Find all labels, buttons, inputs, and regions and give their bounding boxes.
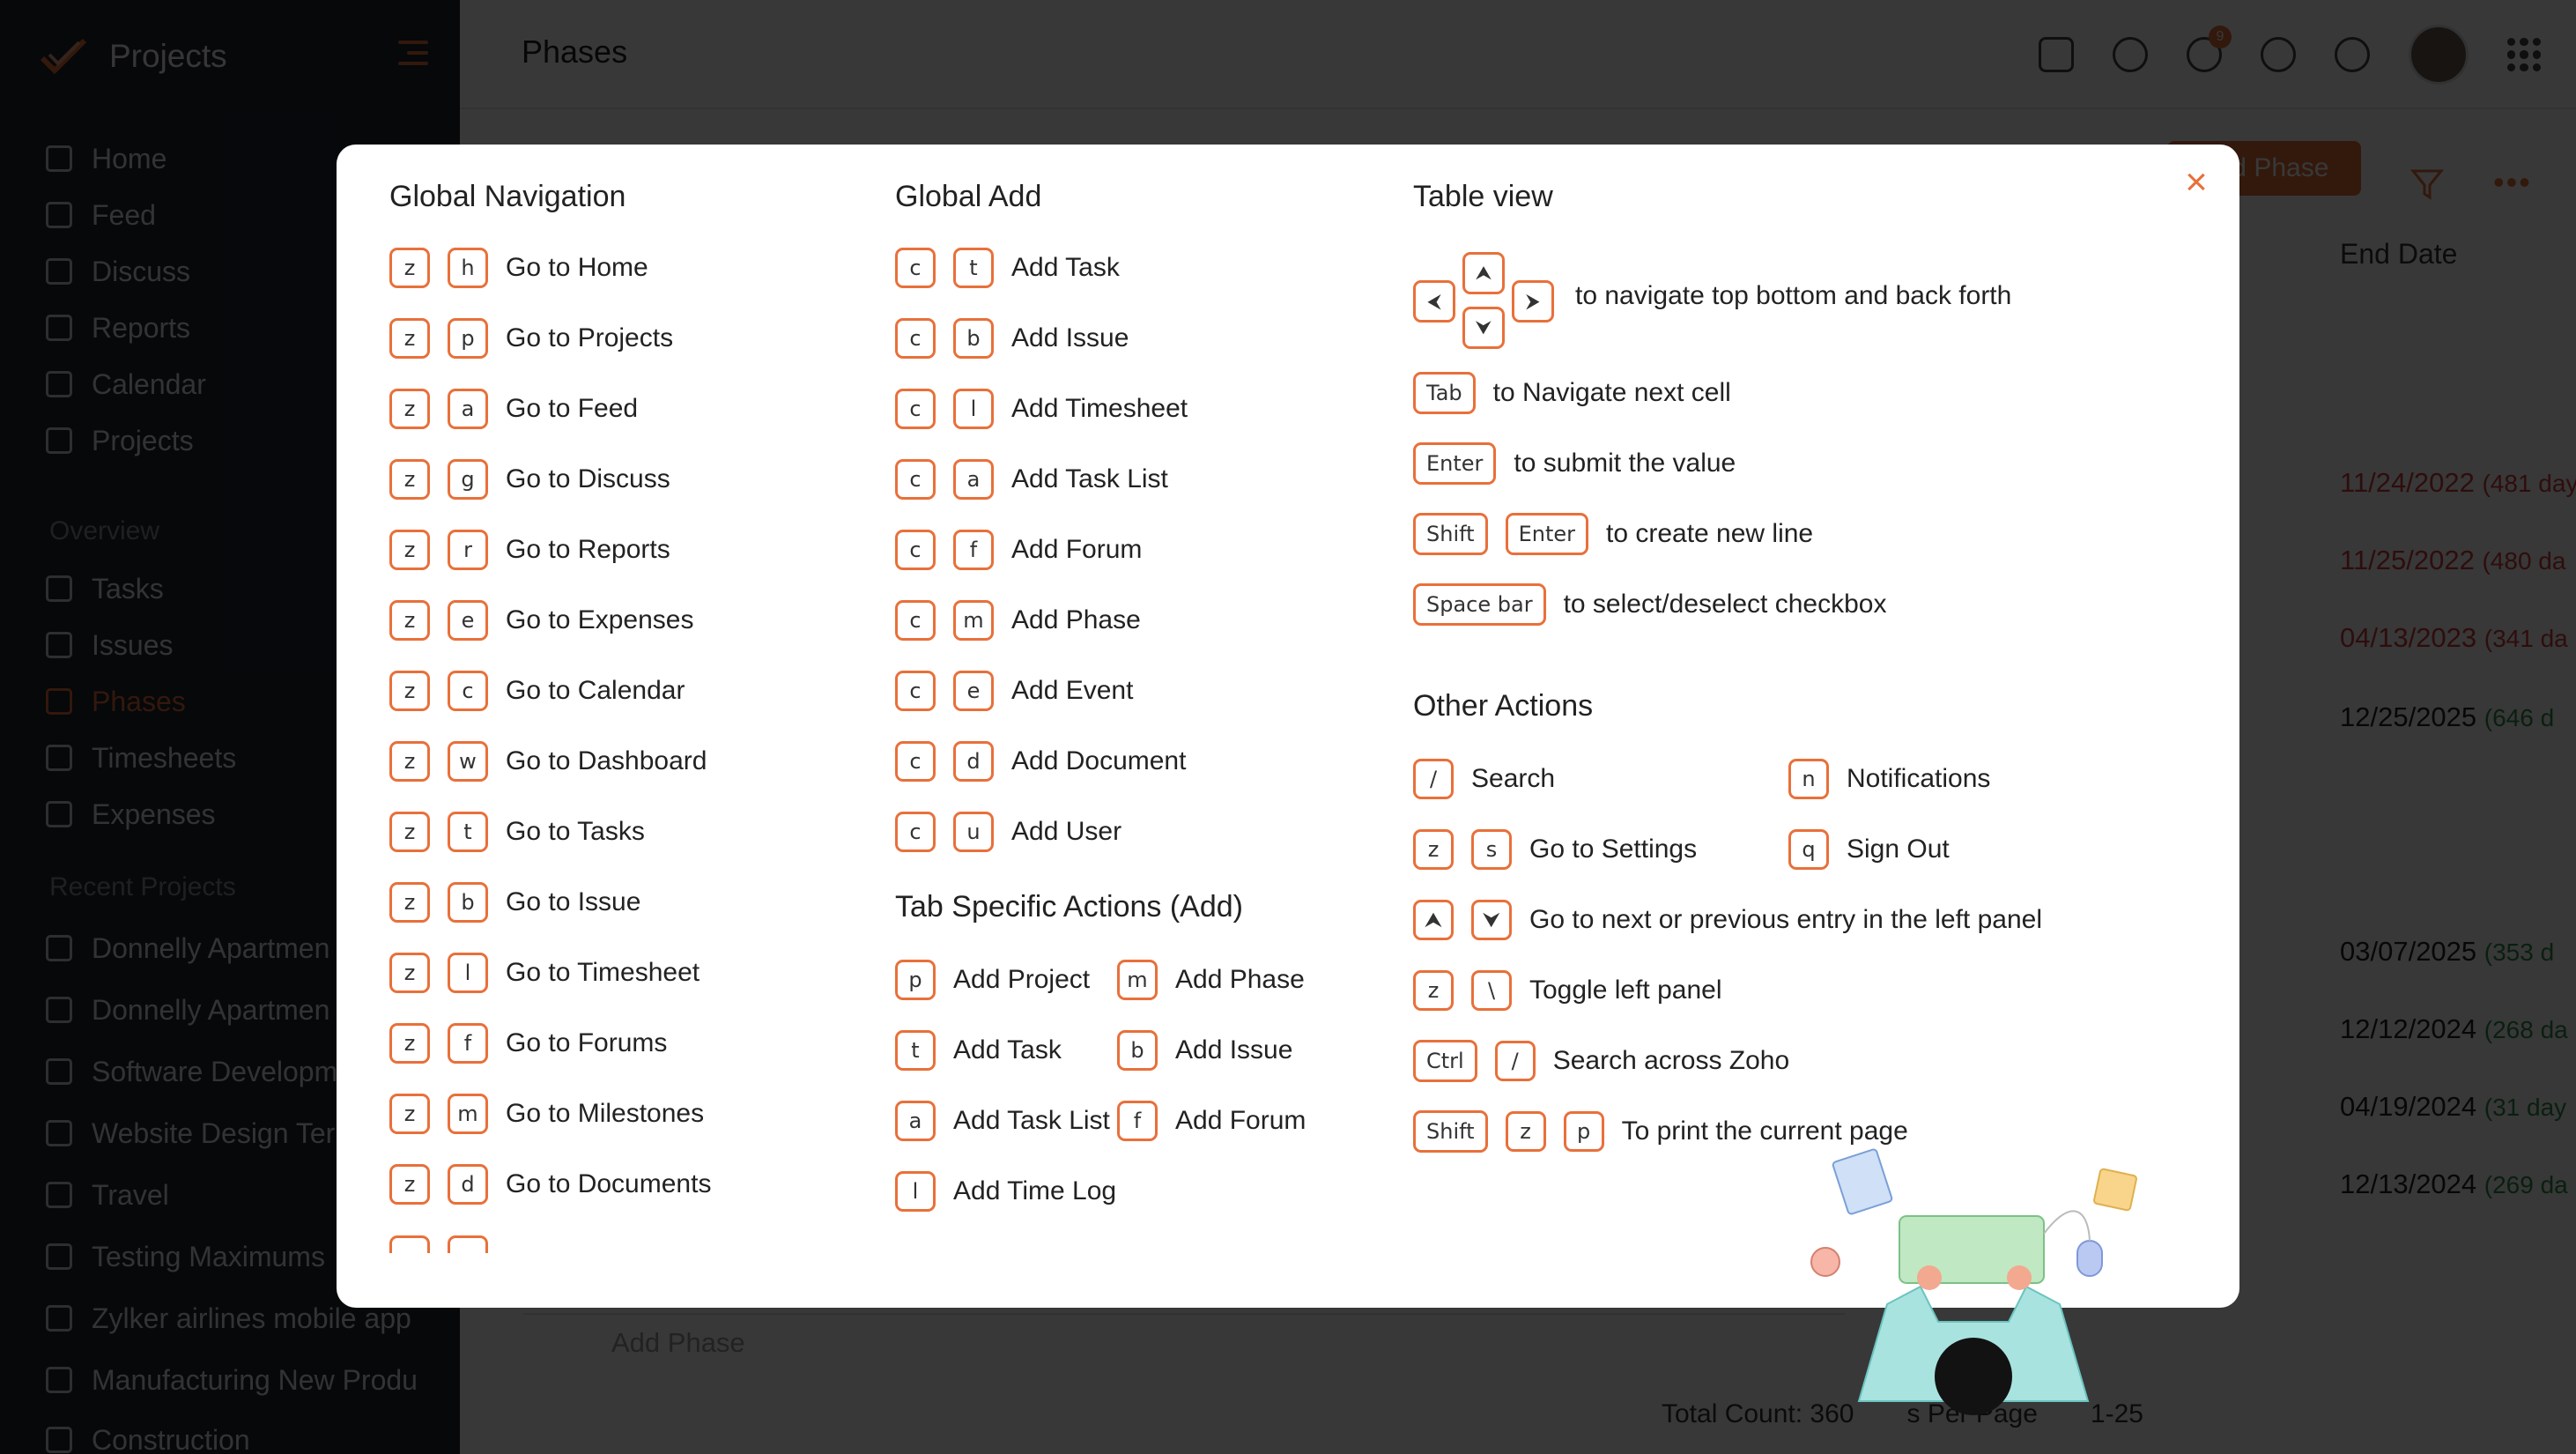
- shortcut-key: z: [389, 530, 430, 570]
- shortcut-key: z: [389, 600, 430, 641]
- shortcut-row: [1413, 1038, 1789, 1084]
- shortcut-key: m: [448, 1094, 488, 1134]
- shortcut-key: e: [953, 671, 994, 711]
- shortcut-key: ⮝: [1413, 900, 1454, 940]
- shortcut-description: Search: [1471, 764, 1556, 793]
- shortcut-row: [895, 1168, 1116, 1214]
- shortcut-row: [1413, 827, 1697, 872]
- shortcut-description: Notifications: [1847, 764, 1991, 793]
- shortcut-key: [448, 1235, 488, 1253]
- shortcut-key: p: [895, 960, 936, 1000]
- shortcut-key: \: [1471, 970, 1512, 1011]
- shortcut-key: t: [895, 1030, 936, 1071]
- shortcut-description: Add User: [1011, 817, 1122, 846]
- shortcut-key: t: [448, 812, 488, 852]
- global-navigation-heading: Global Navigation: [389, 180, 626, 213]
- shortcut-description: Go to Documents: [506, 1169, 712, 1198]
- shortcut-row: [1413, 511, 1813, 557]
- shortcut-row: [895, 1098, 1110, 1144]
- shortcut-description: Toggle left panel: [1529, 976, 1722, 1005]
- shortcut-key: u: [953, 812, 994, 852]
- shortcut-key: z: [389, 1094, 430, 1134]
- shortcut-key: c: [895, 600, 936, 641]
- shortcut-description: Add Document: [1011, 746, 1187, 775]
- shortcut-row: [895, 668, 1133, 714]
- shortcut-description: Add Timesheet: [1011, 394, 1188, 423]
- shortcut-key: c: [895, 812, 936, 852]
- shortcut-key: z: [389, 671, 430, 711]
- shortcut-description: Add Task: [953, 1035, 1062, 1065]
- shortcut-description: Add Time Log: [953, 1176, 1117, 1205]
- shortcut-key: z: [389, 459, 430, 500]
- shortcut-key: z: [389, 812, 430, 852]
- shortcut-row: [389, 1020, 667, 1066]
- shortcut-row: [389, 738, 707, 784]
- shortcut-key: z: [1413, 829, 1454, 870]
- shortcut-key: c: [895, 671, 936, 711]
- shortcut-row: [895, 527, 1142, 573]
- shortcut-description: Add Project: [953, 965, 1091, 994]
- shortcut-description: Sign Out: [1847, 835, 1950, 864]
- shortcut-key: d: [953, 741, 994, 782]
- shortcut-description: Add Task: [1011, 253, 1120, 282]
- shortcut-description: Go to Settings: [1529, 835, 1698, 864]
- shortcut-description: Add Task List: [1011, 464, 1168, 493]
- shortcut-key: l: [953, 389, 994, 429]
- table-view-heading: Table view: [1413, 180, 1553, 213]
- shortcut-row: [895, 738, 1186, 784]
- shortcut-key: z: [1413, 970, 1454, 1011]
- shortcut-row: [895, 315, 1129, 361]
- shortcut-row: [1788, 756, 1990, 802]
- clipped-shortcut-row: [389, 1235, 506, 1253]
- shortcut-description: Go to Issue: [506, 887, 641, 916]
- shortcut-row: [389, 597, 693, 643]
- shortcut-row: [389, 245, 648, 291]
- shortcut-row: [895, 597, 1141, 643]
- shortcut-key: b: [953, 318, 994, 359]
- other-actions-heading: Other Actions: [1413, 689, 1594, 723]
- shortcut-row: [1413, 756, 1555, 802]
- shortcut-key: a: [953, 459, 994, 500]
- shortcut-key: z: [389, 741, 430, 782]
- shortcut-key: e: [448, 600, 488, 641]
- shortcut-row: [895, 456, 1168, 502]
- shortcut-description: to create new line: [1605, 519, 1814, 548]
- shortcut-row: [1413, 897, 2042, 943]
- shortcut-row: [1413, 441, 1736, 486]
- mouse-icon: [2077, 1241, 2102, 1276]
- shortcut-row: [895, 386, 1188, 432]
- shortcut-row: [895, 957, 1090, 1003]
- shortcut-row: [1117, 1027, 1292, 1073]
- shortcut-key: f: [953, 530, 994, 570]
- shortcut-description: Go to Home: [506, 253, 648, 282]
- shortcut-description: Add Phase: [1011, 605, 1141, 634]
- shortcut-key: [389, 1235, 430, 1253]
- tab-specific-heading: Tab Specific Actions (Add): [895, 890, 1243, 924]
- shortcut-key: a: [448, 389, 488, 429]
- shortcut-row: [389, 879, 640, 925]
- shortcut-description: Add Issue: [1175, 1035, 1293, 1065]
- shortcut-row: [389, 1091, 704, 1137]
- shortcut-description: Add Forum: [1175, 1106, 1307, 1135]
- shortcut-description: to select/deselect checkbox: [1563, 590, 1887, 619]
- shortcut-row: [389, 668, 685, 714]
- shortcut-key: z: [389, 953, 430, 993]
- keyboard-shortcuts-modal: [337, 145, 2239, 1308]
- shortcut-key: p: [448, 318, 488, 359]
- shortcut-row: [895, 1027, 1062, 1073]
- shortcut-description: Go to Reports: [506, 535, 670, 564]
- shortcut-description: To print the current page: [1621, 1116, 1908, 1146]
- shortcut-row: [1788, 827, 1950, 872]
- shortcut-row: [389, 386, 638, 432]
- shortcut-row: [1413, 370, 1731, 416]
- shortcut-key: z: [389, 882, 430, 923]
- shortcut-key: c: [895, 318, 936, 359]
- shortcut-key: a: [895, 1101, 936, 1141]
- shortcut-key: c: [895, 389, 936, 429]
- shortcut-key: p: [1564, 1111, 1604, 1152]
- shortcut-description: Go to Discuss: [506, 464, 670, 493]
- shortcut-key: c: [895, 530, 936, 570]
- shortcut-row: [895, 809, 1121, 855]
- close-icon[interactable]: ×: [2185, 160, 2208, 204]
- shortcut-key: z: [389, 248, 430, 288]
- shortcut-key: Space bar: [1413, 583, 1546, 626]
- shortcut-key: c: [895, 741, 936, 782]
- shortcut-key: m: [953, 600, 994, 641]
- shortcut-row: [1117, 1098, 1306, 1144]
- shortcut-key: /: [1495, 1041, 1536, 1081]
- right-arrow-key: ⮞: [1512, 280, 1554, 323]
- shortcut-key: b: [1117, 1030, 1158, 1071]
- shortcut-key: w: [448, 741, 488, 782]
- person-at-keyboard-illustration: [1788, 1146, 2158, 1454]
- shortcut-key: g: [448, 459, 488, 500]
- global-add-heading: Global Add: [895, 180, 1042, 213]
- shortcut-description: to submit the value: [1514, 449, 1736, 478]
- shortcut-row: [1413, 582, 1886, 627]
- shortcut-key: q: [1788, 829, 1829, 870]
- shortcut-key: h: [448, 248, 488, 288]
- shortcut-key: z: [389, 1164, 430, 1205]
- up-arrow-key: ⮝: [1462, 252, 1505, 294]
- person-icon: [1859, 1265, 2088, 1415]
- shortcut-description: Add Issue: [1011, 323, 1129, 352]
- shortcut-key: z: [1506, 1111, 1546, 1152]
- shortcut-description: Add Task List: [953, 1106, 1110, 1135]
- shortcut-key: l: [895, 1171, 936, 1212]
- shortcut-description: Go to Tasks: [506, 817, 645, 846]
- shortcut-description: Go to Forums: [506, 1028, 668, 1057]
- paper-icon: [1832, 1148, 1893, 1214]
- shortcut-row: [389, 809, 645, 855]
- shortcut-key: m: [1117, 960, 1158, 1000]
- shortcut-key: /: [1413, 759, 1454, 799]
- shortcut-key: c: [895, 459, 936, 500]
- shortcut-key: z: [389, 318, 430, 359]
- shortcut-key: Ctrl: [1413, 1040, 1477, 1082]
- shortcut-key: f: [1117, 1101, 1158, 1141]
- shortcut-key: n: [1788, 759, 1829, 799]
- shortcut-key: b: [448, 882, 488, 923]
- shortcut-row: [1117, 957, 1305, 1003]
- shortcut-row: [389, 456, 670, 502]
- down-arrow-key: ⮟: [1462, 307, 1505, 349]
- shortcut-key: z: [389, 1023, 430, 1064]
- shortcut-description: Go to next or previous entry in the left panel: [1529, 905, 2042, 934]
- shortcut-key: Tab: [1413, 372, 1476, 414]
- shortcut-key: l: [448, 953, 488, 993]
- left-arrow-key: ⮜: [1413, 280, 1455, 323]
- shortcut-key: r: [448, 530, 488, 570]
- shortcut-row: [389, 950, 700, 996]
- shortcut-description: Go to Projects: [506, 323, 674, 352]
- shortcut-key: Enter: [1506, 513, 1588, 555]
- shortcut-description: Go to Dashboard: [506, 746, 707, 775]
- shortcut-row: [389, 527, 670, 573]
- shortcut-key: Shift: [1413, 1110, 1488, 1153]
- shortcut-key: s: [1471, 829, 1512, 870]
- shortcut-description: to Navigate next cell: [1492, 378, 1731, 407]
- shortcut-row: [895, 245, 1120, 291]
- shortcut-description: Go to Feed: [506, 394, 639, 423]
- shortcut-description: Go to Milestones: [506, 1099, 705, 1128]
- shortcut-description: Search across Zoho: [1552, 1046, 1790, 1075]
- shortcut-description: Go to Calendar: [506, 676, 685, 705]
- shortcut-description: Add Forum: [1011, 535, 1143, 564]
- shortcut-row: [389, 315, 673, 361]
- shortcut-description: Go to Timesheet: [506, 958, 700, 987]
- arrow-keys-description: to navigate top bottom and back forth: [1575, 281, 2012, 310]
- shortcut-description: Go to Expenses: [506, 605, 694, 634]
- cup-icon: [1811, 1248, 1839, 1276]
- shortcut-row: [389, 1161, 711, 1207]
- shortcut-key: c: [448, 671, 488, 711]
- shortcut-key: f: [448, 1023, 488, 1064]
- shortcut-description: Add Phase: [1175, 965, 1305, 994]
- shortcut-key: Shift: [1413, 513, 1488, 555]
- shortcut-key: t: [953, 248, 994, 288]
- shortcut-key: z: [389, 389, 430, 429]
- shortcut-key: c: [895, 248, 936, 288]
- sticky-note-icon: [2093, 1168, 2136, 1211]
- arrow-keys-cluster: [1413, 252, 1572, 349]
- shortcut-description: Add Event: [1011, 676, 1134, 705]
- shortcut-row: [1413, 968, 1722, 1013]
- shortcut-key: d: [448, 1164, 488, 1205]
- shortcut-key: ⮟: [1471, 900, 1512, 940]
- shortcut-key: Enter: [1413, 442, 1496, 485]
